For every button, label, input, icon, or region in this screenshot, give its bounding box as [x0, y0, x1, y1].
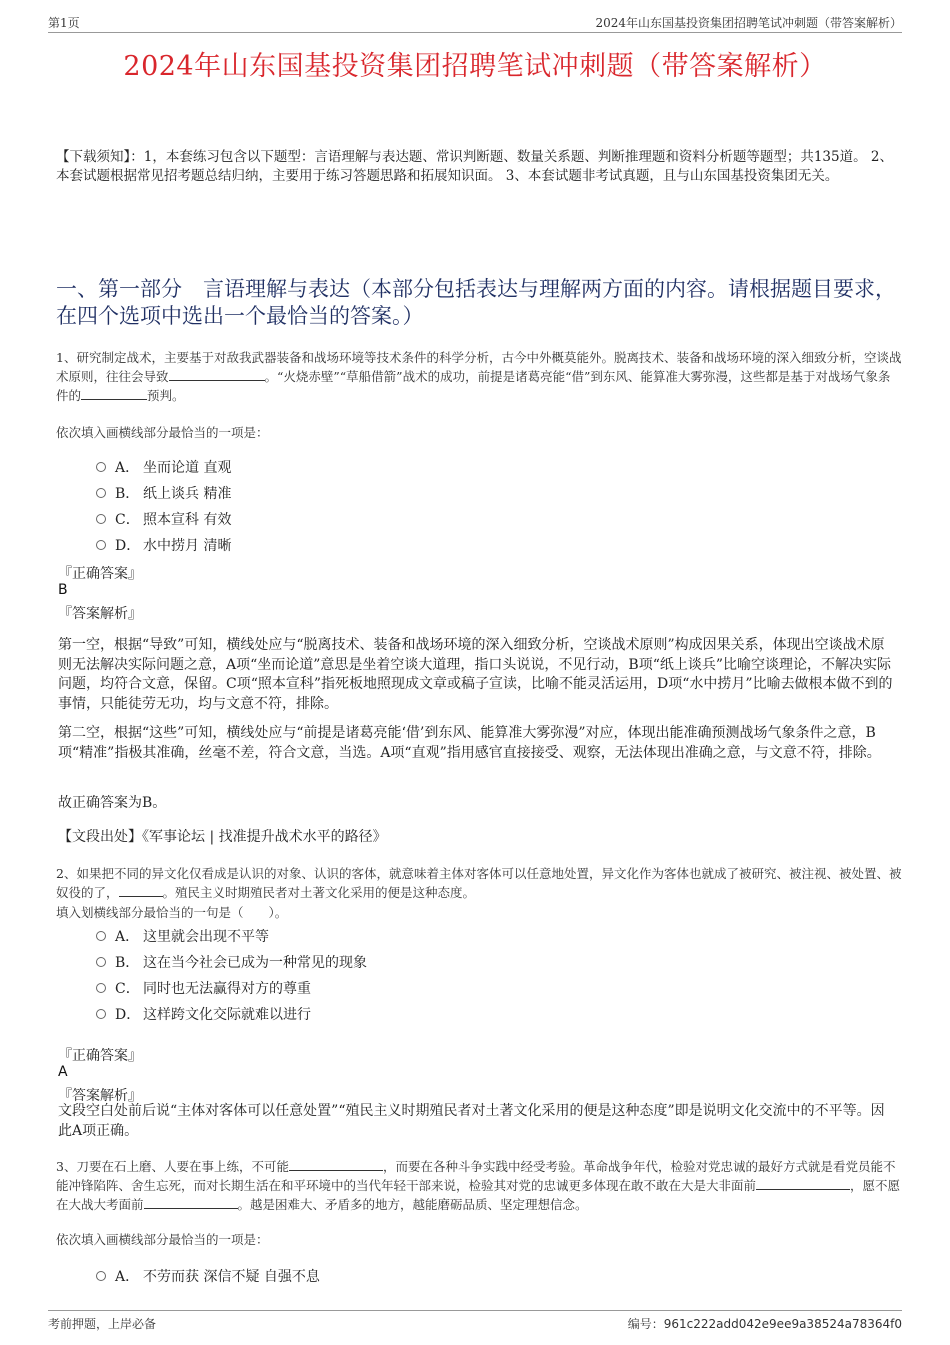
question-2-option-a[interactable]: A． 这里就会出现不平等 [96, 926, 269, 946]
question-1-stem: 1、研究制定战术，主要基于对敌我武器装备和战场环境等技术条件的科学分析，古今中外概莫能外。脱离技术、装备和战场环境的深入细致分析，空谈战术原则，往往会导致 。“火烧赤壁”“草船借箭”战术的成功，前提是诸葛亮能“借”到东风、能算准大雾弥漫，这些都是基于对战场气象条件的 预判。 [56, 350, 902, 403]
footer-code: 编号：961c222add042e9ee9a38524a78364f0 [627, 1317, 902, 1331]
document-title: 2024年山东国基投资集团招聘笔试冲刺题（带答案解析） [123, 51, 827, 82]
question-3-option-a[interactable]: A． 不劳而获 深信不疑 自强不息 [96, 1266, 320, 1286]
radio-icon[interactable] [96, 1271, 106, 1281]
blank-line [144, 1195, 238, 1209]
radio-icon[interactable] [96, 488, 106, 498]
radio-icon[interactable] [96, 462, 106, 472]
page-header [48, 12, 902, 33]
question-2-answer: A [58, 1064, 68, 1080]
download-notice: 【下载须知】：1，本套练习包含以下题型：言语理解与表达题、常识判断题、数量关系题、判断推理题和资料分析题等题型；共135道。 2、本套试题根据常见招考题总结归纳，主要用于练习答题思路和拓展知识面。 3、本套试题非考试真题，且与山东国基投资集团无关。 [56, 149, 893, 184]
question-1-option-c[interactable]: C． 照本宣科 有效 [96, 509, 231, 529]
radio-icon[interactable] [96, 1009, 106, 1019]
question-3-prompt: 依次填入画横线部分最恰当的一项是： [56, 1232, 269, 1247]
question-1-option-b[interactable]: B． 纸上谈兵 精准 [96, 483, 231, 503]
header-doc-title: 2024年山东国基投资集团招聘笔试冲刺题（带答案解析） [595, 16, 902, 30]
radio-icon[interactable] [96, 957, 106, 967]
blank-line [81, 386, 147, 400]
question-2-option-d[interactable]: D． 这样跨文化交际就难以进行 [96, 1004, 311, 1024]
question-1-option-d[interactable]: D． 水中捞月 清晰 [96, 535, 231, 555]
blank-line [119, 883, 163, 897]
radio-icon[interactable] [96, 514, 106, 524]
section-title: 一、第一部分 言语理解与表达（本部分包括表达与理解两方面的内容。请根据题目要求，在四个选项中选出一个最恰当的答案。） [56, 277, 896, 328]
blank-line [169, 367, 265, 381]
question-1-analysis-2: 第二空，根据“这些”可知，横线处应与“前提是诸葛亮能‘借’到东风、能算准大雾弥漫”对应，体现出能准确预测战场气象条件之意，B项“精准”指极其准确，丝毫不差，符合文意，当选。A项“直观”指用感官直接接受、观察，无法体现出准确之意，与文意不符，排除。 [58, 725, 881, 761]
radio-icon[interactable] [96, 983, 106, 993]
question-2-option-c[interactable]: C． 同时也无法赢得对方的尊重 [96, 978, 311, 998]
correct-answer-label: 『正确答案』 [58, 1048, 142, 1064]
question-2-stem: 2、如果把不同的异文化仅看成是认识的对象、认识的客体，就意味着主体对客体可以任意地处置，异文化作为客体也就成了被研究、被注视、被处置、被奴役的了， 。殖民主义时期殖民者对土著文化采用的便是这种态度。 [56, 866, 902, 900]
correct-answer-label: 『正确答案』 [58, 566, 142, 582]
question-3-stem: 3、刀要在石上磨、人要在事上练，不可能 ，而要在各种斗争实践中经受考验。革命战争年代，检验对党忠诚的最好方式就是看党员能不能冲锋陷阵、舍生忘死，而对长期生活在和平环境中的当代年轻干部来说，检验其对党的忠诚更多体现在敢不敢在大是大非面前 ，愿不愿在大战大考面前 。越是困难大、矛盾多的地方，越能磨砺品质、坚定理想信念。 [56, 1159, 901, 1212]
page-number: 第1页 [48, 16, 80, 30]
question-2-option-b[interactable]: B． 这在当今社会已成为一种常见的现象 [96, 952, 367, 972]
question-1-option-a[interactable]: A． 坐而论道 直观 [96, 457, 231, 477]
radio-icon[interactable] [96, 931, 106, 941]
analysis-label: 『答案解析』 [58, 1088, 142, 1104]
question-1-source: 【文段出处】《军事论坛 | 找准提升战术水平的路径》 [58, 829, 387, 845]
question-2-prompt: 填入划横线部分最恰当的一句是（ ）。 [56, 905, 288, 920]
question-2-analysis: 文段空白处前后说“主体对客体可以任意处置”“殖民主义时期殖民者对土著文化采用的便是这种态度”即是说明文化交流中的不平等。因此A项正确。 [58, 1103, 885, 1139]
question-1-answer: B [58, 582, 68, 598]
question-1-conclusion: 故正确答案为B。 [58, 795, 167, 811]
blank-line [756, 1176, 850, 1190]
question-1-analysis-1: 第一空，根据“导致”可知，横线处应与“脱离技术、装备和战场环境的深入细致分析，空谈战术原则”构成因果关系，体现出空谈战术原则无法解决实际问题之意，A项“坐而论道”意思是坐着空谈大道理，指口头说说，不见行动，B项“纸上谈兵”比喻空谈理论，不解决实际问题，均符合文意，保留。C项“照本宣科”指死板地照现成文章或稿子宣读，比喻不能灵活运用，D项“水中捞月”比喻去做根本做不到的事情，只能徒劳无功，均与文意不符，排除。 [58, 637, 893, 712]
question-1-prompt: 依次填入画横线部分最恰当的一项是： [56, 425, 269, 440]
analysis-label: 『答案解析』 [58, 606, 142, 622]
page-footer [48, 1310, 902, 1335]
radio-icon[interactable] [96, 540, 106, 550]
footer-slogan: 考前押题，上岸必备 [48, 1317, 157, 1331]
blank-line [289, 1157, 383, 1171]
